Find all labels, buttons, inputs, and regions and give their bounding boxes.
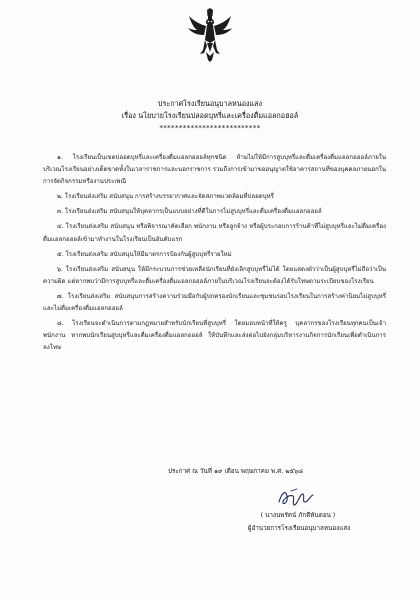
signer-position: ผู้อำนวยการโรงเรียนอนุบาลหนองแสง <box>247 525 351 532</box>
announcement-body <box>43 152 386 357</box>
garuda-emblem-icon <box>187 8 233 64</box>
policy-item-2: ๒. โรงเรียนส่งเสริม สนับสนุน การสร้างบรรยากาศและจัดสภาพแวดล้อมที่ปลอดบุหรี่ <box>57 193 274 201</box>
policy-item-6: ๖. โรงเรียนส่งเสริม สนับสนุน ให้มีกระบวนการช่วยเหลือนักเรียนที่ยังเลิกสูบบุหรี่ไม่ได้ โดยแสดงตัวว่าเป็นผู้สูบบุหรี่ไม่ถือว่าเป็นความผิด แต่หากพบว่ามีการสูบบุหรี่และดื่มเครื่องดื่มแอลกอฮอล์ภายในบริเวณโรงเรียนจะต้องได้รับโทษตามระเบียบของโรงเรียน <box>43 265 386 285</box>
announcement-title: ประกาศโรงเรียนอนุบาลหนองแสง <box>157 99 263 108</box>
announcement-date: ประกาศ ณ วันที่ ๑๙ เดือน พฤษภาคม พ.ศ. ๒๕๖๘ <box>168 468 303 475</box>
signer-name: ( นางนพรัตน์ ภักดีพันดอน ) <box>260 512 336 519</box>
title-divider: ************************** <box>159 123 261 132</box>
policy-item-3: ๓. โรงเรียนส่งเสริม สนับสนุนให้บุคลากรเป็นแบบอย่างที่ดีในการไม่สูบบุหรี่และดื่มเครื่องดื่มแอลกอฮอล์ <box>57 208 322 216</box>
announcement-subject: เรื่อง นโยบายโรงเรียนปลอดบุหรี่และเครื่องดื่มแอลกอฮอล์ <box>121 111 299 120</box>
policy-item-5: ๕. โรงเรียนส่งเสริม สนับสนุนให้มีมาตรการป้องกันผู้สูบบุหรี่รายใหม่ <box>57 250 232 258</box>
policy-item-4: ๔. โรงเรียนส่งเสริม สนับสนุน หรือพิจารณาคัดเลือก พนักงาน หรือลูกจ้าง หรือผู้ประกอบการร้านค้าที่ไม่สูบบุหรี่และไม่ดื่มเครื่องดื่มแอลกอฮอล์เข้ามาทำงานในโรงเรียนเป็นอันดับแรก <box>43 223 386 243</box>
policy-item-7: ๗. โรงเรียนส่งเสริม สนับสนุนการสร้างความร่วมมือกับผู้ปกครองนักเรียนและชุมชนรอบโรงเรียนในการสร้างค่านิยมไม่สูบบุหรี่และไม่ดื่มเครื่องดื่มแอลกอฮอล์ <box>43 292 386 313</box>
policy-item-1: ๑. โรงเรียนเป็นเขตปลอดบุหรี่และเครื่องดื่มแอลกอฮอล์ทุกชนิด ห้ามไม่ให้มีการสูบบุหรี่และดื่มเครื่องดื่มแอลกอฮอล์ภายในบริเวณโรงเรียนอย่างเด็ดขาดทั้งในเวลาราชการและนอกราชการ รวมถึงการเข้ามาขออนุญาตใช้อาคารสถานที่ของบุคคลภายนอกในการจัดกิจกรรมหรืองานประเพณี <box>43 154 386 186</box>
signature-icon <box>276 484 316 510</box>
policy-item-8: ๘. โรงเรียนจะดำเนินการตามกฎหมายสำหรับนักเรียนที่สูบบุหรี่ โดยมอบหน้าที่ให้ครู บุคลากรของโรงเรียนทุกคนเป็นเจ้าพนักงาน หากพบนักเรียนสูบบุหรี่และดื่มเครื่องดื่มแอลกอฮอล์ ให้บันทึกและส่งต่อไปยังกลุ่มบริหารงานกิจการนักเรียนเพื่อดำเนินการลงโทษ <box>43 320 386 352</box>
